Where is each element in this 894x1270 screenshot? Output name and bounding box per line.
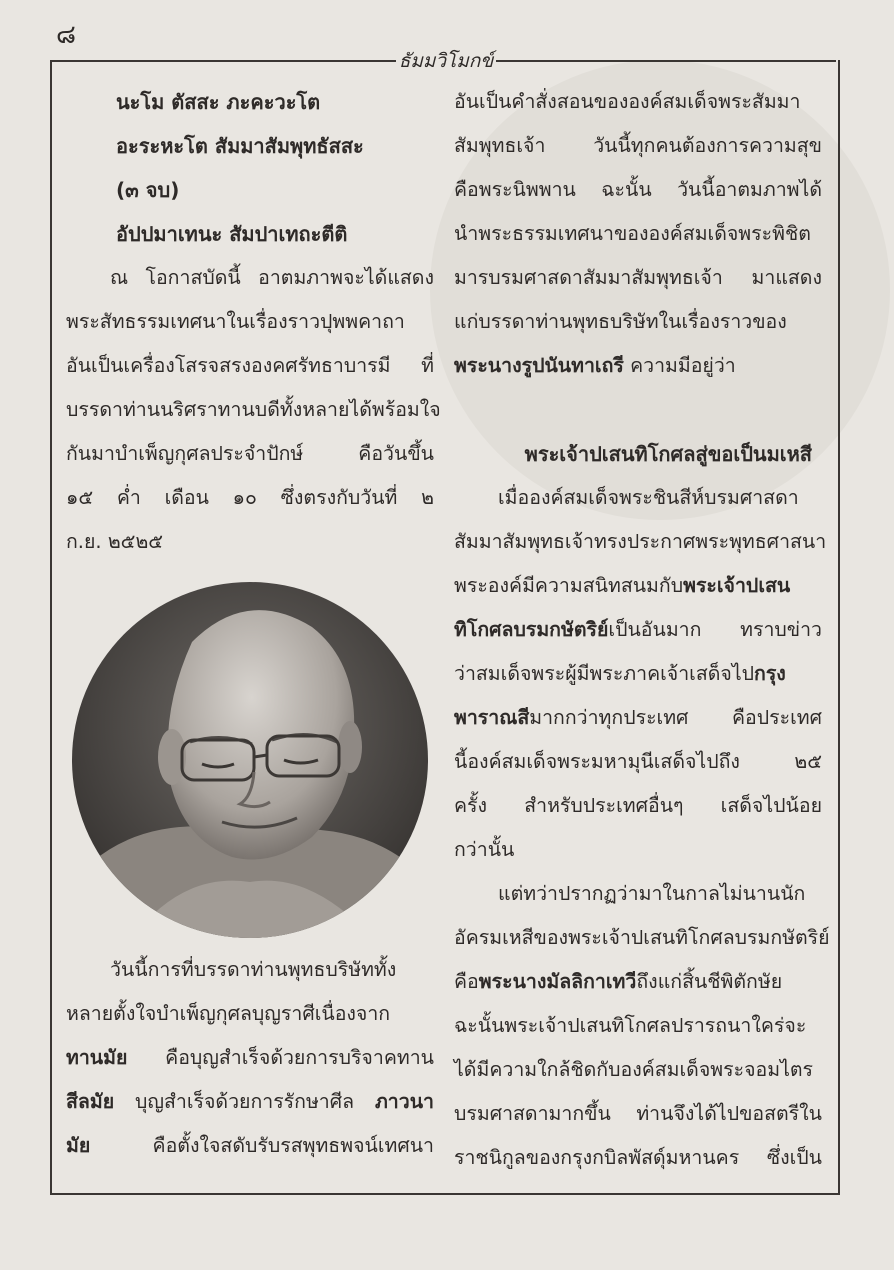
name-bold: พระนางมัลลิกาเทวี: [478, 970, 637, 993]
body-line: อันเป็นเครื่องโสรจสรงองคศรัทธาบารมี ที่: [66, 354, 434, 377]
header-rule-right: [496, 60, 836, 62]
body-line: นี้องค์สมเด็จพระมหามุนีเสด็จไปถึง ๒๕: [454, 750, 822, 773]
body-line: กว่านั้น: [454, 838, 515, 861]
body-line: [454, 564, 822, 608]
paragraph-gap: [454, 388, 822, 432]
body-line: ราชนิกูลของกรุงกบิลพัสดุ์มหานคร ซึ่งเป็น: [454, 1146, 822, 1169]
chant-line: นะโม ตัสสะ ภะคะวะโต: [116, 90, 321, 114]
right-column: [454, 80, 830, 1180]
body-text: คือ: [454, 970, 479, 993]
chant-line: (๓ จบ): [116, 178, 180, 202]
body-line: ณ โอกาสบัดนี้ อาตมภาพจะได้แสดง: [110, 266, 434, 289]
name-bold: พระเจ้าปเสน: [683, 574, 791, 597]
term-bold: ภาวนา: [374, 1090, 434, 1113]
chant-line: อะระหะโต สัมมาสัมพุทธัสสะ: [116, 134, 364, 158]
body-line: ได้มีความใกล้ชิดกับองค์สมเด็จพระจอมไตร: [454, 1058, 814, 1081]
body-line: อัครมเหสีของพระเจ้าปเสนทิโกศลบรมกษัตริย์: [454, 926, 830, 949]
body-line: ก.ย. ๒๕๒๕: [66, 530, 164, 553]
body-line: [66, 1124, 434, 1168]
body-text: ถึงแก่สิ้นชีพิตักษัย: [636, 970, 783, 993]
body-line: [454, 652, 822, 696]
body-line: เมื่อองค์สมเด็จพระชินสีห์บรมศาสดา: [498, 486, 799, 509]
name-bold: กรุง: [754, 662, 786, 685]
left-column: [66, 80, 441, 564]
body-line: [454, 960, 822, 1004]
body-line: [454, 344, 822, 388]
running-header-title: ธัมมวิโมกข์: [398, 50, 494, 72]
body-line: ๑๕ ค่ำ เดือน ๑๐ ซึ่งตรงกับวันที่ ๒: [66, 486, 434, 509]
body-line: แก่บรรดาท่านพุทธบริษัทในเรื่องราวของ: [454, 310, 787, 333]
left-column-closing: [66, 948, 434, 1168]
body-line: กันมาบำเพ็ญกุศลประจำปักษ์ คือวันขึ้น: [66, 442, 434, 465]
body-text: เป็นอันมาก ทราบข่าว: [608, 618, 822, 641]
header-rule-left: [50, 60, 396, 62]
body-line: สัมมาสัมพุทธเจ้าทรงประกาศพระพุทธศาสนา: [454, 530, 827, 553]
name-bold: พระนางรูปนันทาเถรี: [454, 354, 624, 377]
term-text: คือบุญสำเร็จด้วยการบริจาคทาน: [127, 1046, 434, 1069]
body-line: [454, 608, 822, 652]
body-line: วันนี้การที่บรรดาท่านพุทธบริษัททั้ง: [110, 958, 397, 981]
monk-portrait-photo: [72, 582, 428, 938]
body-line: บรมศาสดามากขึ้น ท่านจึงได้ไปขอสตรีใน: [454, 1102, 822, 1125]
body-line: [66, 1080, 434, 1124]
body-line: สัมพุทธเจ้า วันนี้ทุกคนต้องการความสุข: [454, 134, 822, 157]
term-text: คือตั้งใจสดับรับรสพุทธพจน์เทศนา: [90, 1134, 434, 1157]
body-line: พระสัทธรรมเทศนาในเรื่องราวปุพพคาถา: [66, 310, 405, 333]
term-bold: ทานมัย: [66, 1046, 128, 1069]
body-line: หลายตั้งใจบำเพ็ญกุศลบุญราศีเนื่องจาก: [66, 1002, 391, 1025]
term-bold: มัย: [66, 1134, 91, 1157]
name-bold: พาราณสี: [454, 706, 530, 729]
body-line: บรรดาท่านนริศราทานบดีทั้งหลายได้พร้อมใจ: [66, 398, 441, 421]
section-heading: พระเจ้าปเสนทิโกศลสู่ขอเป็นมเหสี: [524, 442, 812, 466]
body-line: มารบรมศาสดาสัมมาสัมพุทธเจ้า มาแสดง: [454, 266, 822, 289]
body-text: มากกว่าทุกประเทศ คือประเทศ: [529, 706, 822, 729]
body-text: พระองค์มีความสนิทสนมกับ: [454, 574, 684, 597]
body-line: นำพระธรรมเทศนาขององค์สมเด็จพระพิชิต: [454, 222, 811, 245]
body-line: ครั้ง สำหรับประเทศอื่นๆ เสด็จไปน้อย: [454, 794, 822, 817]
body-text: ว่าสมเด็จพระผู้มีพระภาคเจ้าเสด็จไป: [454, 662, 755, 685]
term-bold: สีลมัย: [66, 1090, 115, 1113]
body-line: ฉะนั้นพระเจ้าปเสนทิโกศลปรารถนาใคร่จะ: [454, 1014, 807, 1037]
term-text: บุญสำเร็จด้วยการรักษาศีล: [114, 1090, 375, 1113]
body-line: คือพระนิพพาน ฉะนั้น วันนี้อาตมภาพได้: [454, 178, 822, 201]
chant-line: อัปปมาเทนะ สัมปาเทถะตีติ: [116, 222, 348, 246]
body-text: ความมีอยู่ว่า: [623, 354, 736, 377]
body-line: อันเป็นคำสั่งสอนขององค์สมเด็จพระสัมมา: [454, 90, 801, 113]
name-bold: ทิโกศลบรมกษัตริย์: [454, 618, 609, 641]
body-line: [454, 696, 822, 740]
body-line: แต่ทว่าปรากฏว่ามาในกาลไม่นานนัก: [498, 882, 806, 905]
body-line: [66, 1036, 434, 1080]
page-number: ๘: [56, 20, 77, 50]
